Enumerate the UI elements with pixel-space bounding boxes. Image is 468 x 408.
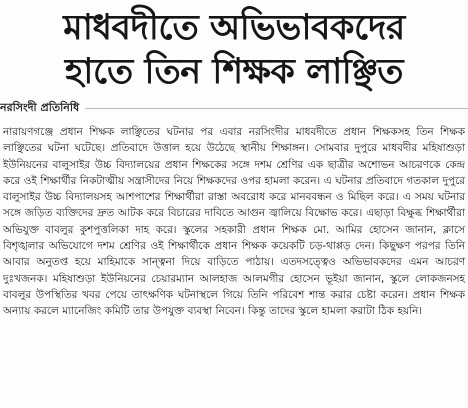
byline-divider bbox=[85, 108, 468, 109]
headline-line-2: হাতে তিন শিক্ষক লাঞ্ছিত bbox=[64, 52, 404, 92]
headline bbox=[10, 6, 458, 94]
headline-line-1: মাধবদীতে অভিভাবকদের bbox=[63, 8, 405, 48]
byline-row bbox=[0, 100, 468, 116]
article-paragraph: নারায়ণগঞ্জে প্রধান শিক্ষক লাঞ্ছিতের ঘটনার পর এবার নরসিংদীর মাধবদীতে প্রধান শিক্ষকসহ তিন শিক্ষক লাঞ্ছিতের ঘটনা ঘটেছে। প্রতিবাদে উত্তাল হয়ে উঠেছে স্থানীয় শিক্ষাঙ্গন। সোমবার দুপুরে মাধবদীর মহিষাশুড়া ইউনিয়নের বালুসাইর উচ্চ বিদ্যালয়ের প্রধান শিক্ষকের সঙ্গে দশম শ্রেণির এক ছাত্রীর অশোভন আচরণকে কেন্দ্র করে ওই শিক্ষার্থীর নিকটাত্মীয় সন্ত্রাসীদের নিয়ে শিক্ষকদের ওপর হামলা করেন। এ ঘটনার প্রতিবাদে গতকাল দুপুরে বালুসাইর উচ্চ বিদ্যালয়সহ আশপাশের শিক্ষার্থীরা রাস্তা অবরোধ করে মানববন্ধন ও মিছিল করে। এ সময় ঘটনার সঙ্গে জড়িত ব্যক্তিদের দ্রুত আটক করে বিচারের দাবিতে আগুন জ্বালিয়ে বিক্ষোভ করে। এছাড়া বিক্ষুব্ধ শিক্ষার্থীরা অভিযুক্ত বাবলুর কুশপুত্তলিকা দাহ করে। স্কুলের সহকারী প্রধান শিক্ষক মো. আমির হোসেন জানান, ক্লাসে বিশৃঙ্খলার অভিযোগে দশম শ্রেণির ওই শিক্ষার্থীকে প্রধান শিক্ষক কয়েকটি চড়-থাপ্পড় দেন। কিছুক্ষণ পরপর তিনি আবার অনুতপ্ত হয়ে মাহিমাকে সান্ত্বনা দিয়ে বাড়িতে পাঠায়। এতদসত্ত্বেও অভিভাবকদের এমন আচরণ দুঃখজনক। মহিষাশুড়া ইউনিয়নের চেয়ারম্যান আলহাজ আলমগীর হোসেন ভূইয়া জানান, স্কুলে লোকজনসহ বাবলুর উপস্থিতির খবর পেয়ে তাৎক্ষণিক ঘটনাস্থলে গিয়ে তিনি পরিবেশ শান্ত করার চেষ্টা করেন। প্রধান শিক্ষক অন্যায় করলে ম্যানেজিং কমিটি তার উপযুক্ত ব্যবস্থা নিবেন। কিন্তু তাদের স্কুলে হামলা করাটা ঠিক হয়নি। bbox=[3, 126, 465, 318]
article-body bbox=[3, 124, 465, 320]
byline: নরসিংদী প্রতিনিধি bbox=[0, 100, 80, 114]
